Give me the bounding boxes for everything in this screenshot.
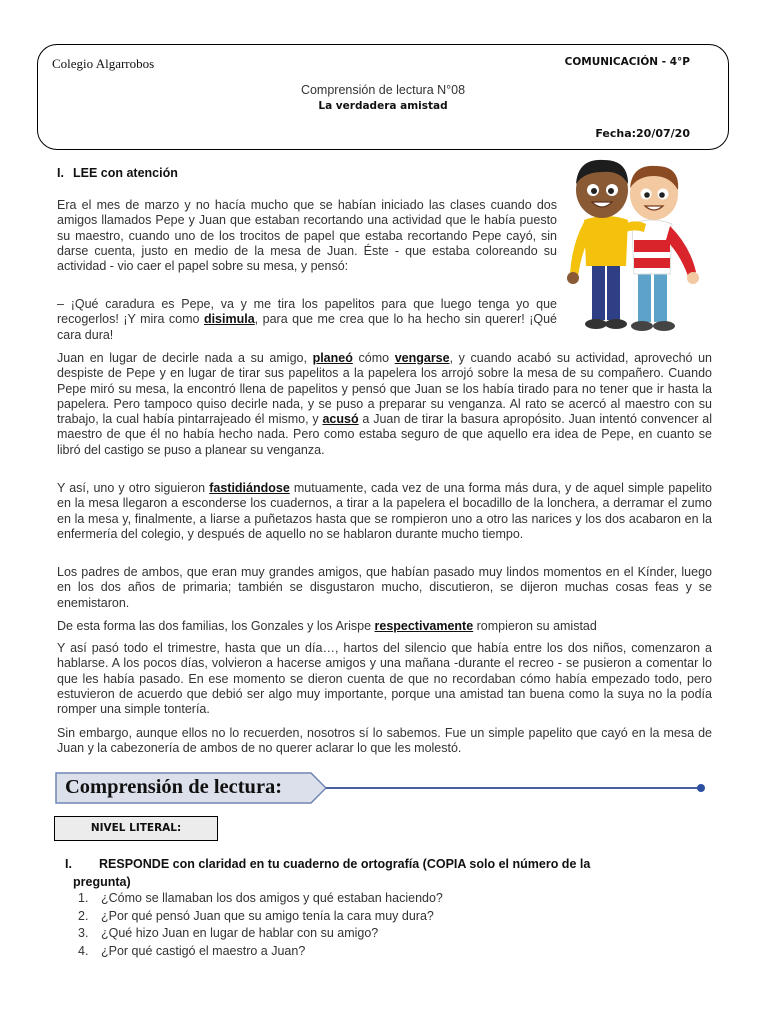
section-number: I. <box>57 166 64 180</box>
banner-divider-line <box>326 787 700 789</box>
story-paragraph-4 <box>57 481 712 542</box>
question-item <box>78 925 443 943</box>
section-heading <box>57 166 178 180</box>
vocabulary-word: acusó <box>322 412 359 427</box>
paragraph-text: mutuamente, cada vez de una forma más dura, y de aquel simple papelito en la mesa llegaron a esconderse los cuadernos, a tirar a la papelera el bocadillo de la lonchera, a derramar el zumo en la mesa y, finalmente, a liarse a puñetazos hasta que se rompieron uno a otro las narices y los dos acabaron en la enfermería del colegio, y después de aquello no se hablaron durante mucho tiempo. <box>57 481 713 541</box>
paragraph-text: Juan en lugar de decirle nada a su amigo, <box>57 351 313 365</box>
question-list <box>78 890 443 960</box>
story-paragraph-2 <box>57 297 557 343</box>
banner-divider-dot <box>697 784 705 792</box>
question-number: 1. <box>78 891 89 905</box>
vocabulary-word: vengarse <box>394 351 450 365</box>
story-paragraph-8: Sin embargo, aunque ellos no lo recuerden, nosotros sí lo sabemos. Fue un simple papelito que cayó en la mesa de Juan y la cabezonería de ambos de no querer aclarar lo que les molestó. <box>57 726 712 756</box>
comprehension-banner <box>55 772 327 804</box>
question-text: ¿Cómo se llamaban los dos amigos y qué estaban haciendo? <box>101 891 443 905</box>
question-number: 2. <box>78 908 89 923</box>
paragraph-text: cómo <box>352 351 395 365</box>
vocabulary-word: respectivamente <box>374 619 474 633</box>
date-label: Fecha:20/07/20 <box>595 127 690 140</box>
question-text: ¿Por qué pensó Juan que su amigo tenía la cara muy dura? <box>101 908 434 923</box>
instruction-number: I. <box>65 857 72 871</box>
question-text: ¿Por qué castigó el maestro a Juan? <box>101 943 306 958</box>
paragraph-text: a Juan de tirar la basura apropósito. Juan intentó convencer al maestro de que él no había hecho nada. Pero como estaba seguro de que aquello era idea de Pepe, en cuanto se libró del castigo se puso a planear su venganza. <box>57 412 713 457</box>
paragraph-text: , para que me crea que lo ha hecho sin querer! ¡Qué cara dura! <box>57 312 558 342</box>
vocabulary-word: fastidiándose <box>209 481 290 495</box>
paragraph-text: rompieron su amistad <box>473 619 597 633</box>
story-paragraph-7: Y así pasó todo el trimestre, hasta que un día…, hartos del silencio que había entre los dos niños, comenzaron a hablarse. A los pocos días, volvieron a hacerse amigos y una mañana -durante el recreo - se pusieron a comentar lo que les había pasado. En ese momento se dieron cuenta de que no recordaban cómo había empezado todo, pero estuvieron de acuerdo que debió ser algo muy importante, porque una amistad tan buena como la suya no la podía romper una simple tontería. <box>57 641 712 717</box>
vocabulary-word: planeó <box>312 351 353 365</box>
document-title: Comprensión de lectura N°08 <box>300 83 466 97</box>
question-item <box>78 943 443 961</box>
question-item <box>78 908 443 926</box>
story-paragraph-6 <box>57 619 712 634</box>
document-subtitle: La verdadera amistad <box>318 100 448 112</box>
question-item <box>78 890 443 908</box>
level-box: NIVEL LITERAL: <box>54 816 218 841</box>
header-box <box>37 44 729 150</box>
instruction-line-2: pregunta) <box>73 875 131 889</box>
subject-label: COMUNICACIÓN - 4°P <box>564 56 690 68</box>
paragraph-text: , y cuando acabó su actividad, aprovechó un despiste de Pepe y en lugar de tirar sus papelitos a la papelera los arrojó sobre la mesa de su compañero. Cuando Pepe miró su mesa, la encontró llena de papelitos y pensó que Juan se los había tirado para no tener que ir hasta la papelera. Pero tampoco quiso decirle nada, y se puso a preparar su venganza. Al rato se acercó al maestro con su trabajo, la cual había pintarrajeado él mismo, y <box>57 351 712 427</box>
paragraph-text: – ¡Qué caradura es Pepe, va y me tira los papelitos para que luego tenga yo que recogerlos! ¡Y mira como <box>57 297 557 327</box>
school-name: Colegio Algarrobos <box>52 56 155 71</box>
vocabulary-word: disimula <box>203 312 255 327</box>
question-text: ¿Qué hizo Juan en lugar de hablar con su amigo? <box>101 926 379 940</box>
paragraph-text: De esta forma las dos familias, los Gonzales y los Arispe <box>57 619 375 633</box>
story-paragraph-3 <box>57 351 712 458</box>
paragraph-text: Y así, uno y otro siguieron <box>57 481 210 495</box>
two-friends-illustration <box>562 154 712 336</box>
instruction-line-1: RESPONDE con claridad en tu cuaderno de ortografía (COPIA solo el número de la <box>99 857 591 871</box>
story-paragraph-5: Los padres de ambos, que eran muy grandes amigos, que habían pasado muy lindos momentos en el Kínder, luego en los dos años de primaria; también se disgustaron mucho, discutieron, se dijeron muchas cosas feas y se enemistaron. <box>57 565 712 610</box>
comprehension-banner-title: Comprensión de lectura: <box>65 776 283 798</box>
section-title: LEE con atención <box>73 166 178 180</box>
question-number: 4. <box>78 943 89 958</box>
question-number: 3. <box>78 926 89 940</box>
story-paragraph-1: Era el mes de marzo y no hacía mucho que se habían iniciado las clases cuando dos amigos llamados Pepe y Juan que estaban recortando una actividad que le había puesto su maestro, cuando uno de los trocitos de papel que estaba recortando Pepe cayó, sin darse cuenta, justo en medio de la mesa de Juan. Éste - que estaba coloreando su actividad - vio caer el papel sobre su mesa, y pensó: <box>57 198 557 274</box>
respond-instruction <box>65 855 715 891</box>
